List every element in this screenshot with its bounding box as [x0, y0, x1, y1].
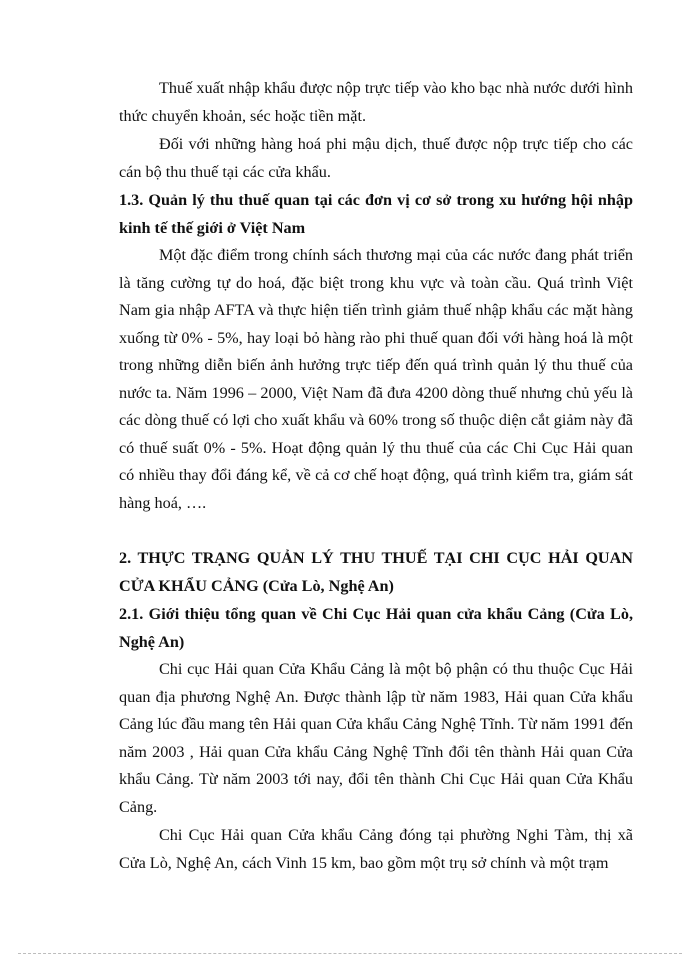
heading-2: 2. THỰC TRẠNG QUẢN LÝ THU THUẾ TẠI CHI CỤC HẢI QUAN CỬA KHẨU CẢNG (Cửa Lò, Nghệ An) — [119, 549, 633, 595]
paragraph-trade-liberalization: Một đặc điểm trong chính sách thương mại của các nước đang phát triển là tăng cường tự do hoá, đặc biệt trong khu vực và toàn cầu. Quá trình Việt Nam gia nhập AFTA và thực hiện tiến trình giảm thuế nhập khẩu các mặt hàng xuống từ 0% - 5%, hay loại bỏ hàng rào phi thuế quan đối với hàng hoá là một trong những diễn biến ảnh hưởng trực tiếp đến quá trình quản lý thu thuế của nước ta. Năm 1996 – 2000, Việt Nam đã đưa 4200 dòng thuế nhưng chủ yếu là các dòng thuế có lợi cho xuất khẩu và 60% trong số thuộc diện cắt giảm này đã có thuế suất 0% - 5%. Hoạt động quản lý thu thuế của các Chi Cục Hải quan có nhiều thay đổi đáng kể, về cả cơ chế hoạt động, quá trình kiểm tra, giám sát hàng hoá, …. — [119, 246, 633, 512]
paragraph-tax-payment: Thuế xuất nhập khẩu được nộp trực tiếp vào kho bạc nhà nước dưới hình thức chuyển khoản, séc hoặc tiền mặt. — [119, 79, 633, 125]
heading-2-1: 2.1. Giới thiệu tổng quan về Chi Cục Hải quan cửa khẩu Cảng (Cửa Lò, Nghệ An) — [119, 605, 633, 651]
paragraph-non-trade-goods: Đối với những hàng hoá phi mậu dịch, thuế được nộp trực tiếp cho các cán bộ thu thuế tại các cửa khẩu. — [119, 135, 633, 181]
page-bottom-divider — [18, 953, 682, 954]
paragraph-customs-history: Chi cục Hải quan Cửa Khẩu Cảng là một bộ phận có thu thuộc Cục Hải quan địa phương Nghệ An. Được thành lập từ năm 1983, Hải quan Cửa khẩu Cảng lúc đầu mang tên Hải quan Cửa khẩu Cảng Nghệ Tĩnh. Từ năm 1991 đến năm 2003 , Hải quan Cửa khẩu Cảng Nghệ Tĩnh đổi tên thành Hải quan Cửa khẩu Cảng. Từ năm 2003 tới nay, đổi tên thành Chi Cục Hải quan Cửa Khẩu Cảng. — [119, 660, 633, 816]
paragraph-customs-location: Chi Cục Hải quan Cửa khẩu Cảng đóng tại phường Nghi Tàm, thị xã Cửa Lò, Nghệ An, cách Vinh 15 km, bao gồm một trụ sở chính và một trạm — [119, 826, 633, 872]
heading-1-3: 1.3. Quản lý thu thuế quan tại các đơn vị cơ sở trong xu hướng hội nhập kinh tế thế giới ở Việt Nam — [119, 191, 633, 237]
